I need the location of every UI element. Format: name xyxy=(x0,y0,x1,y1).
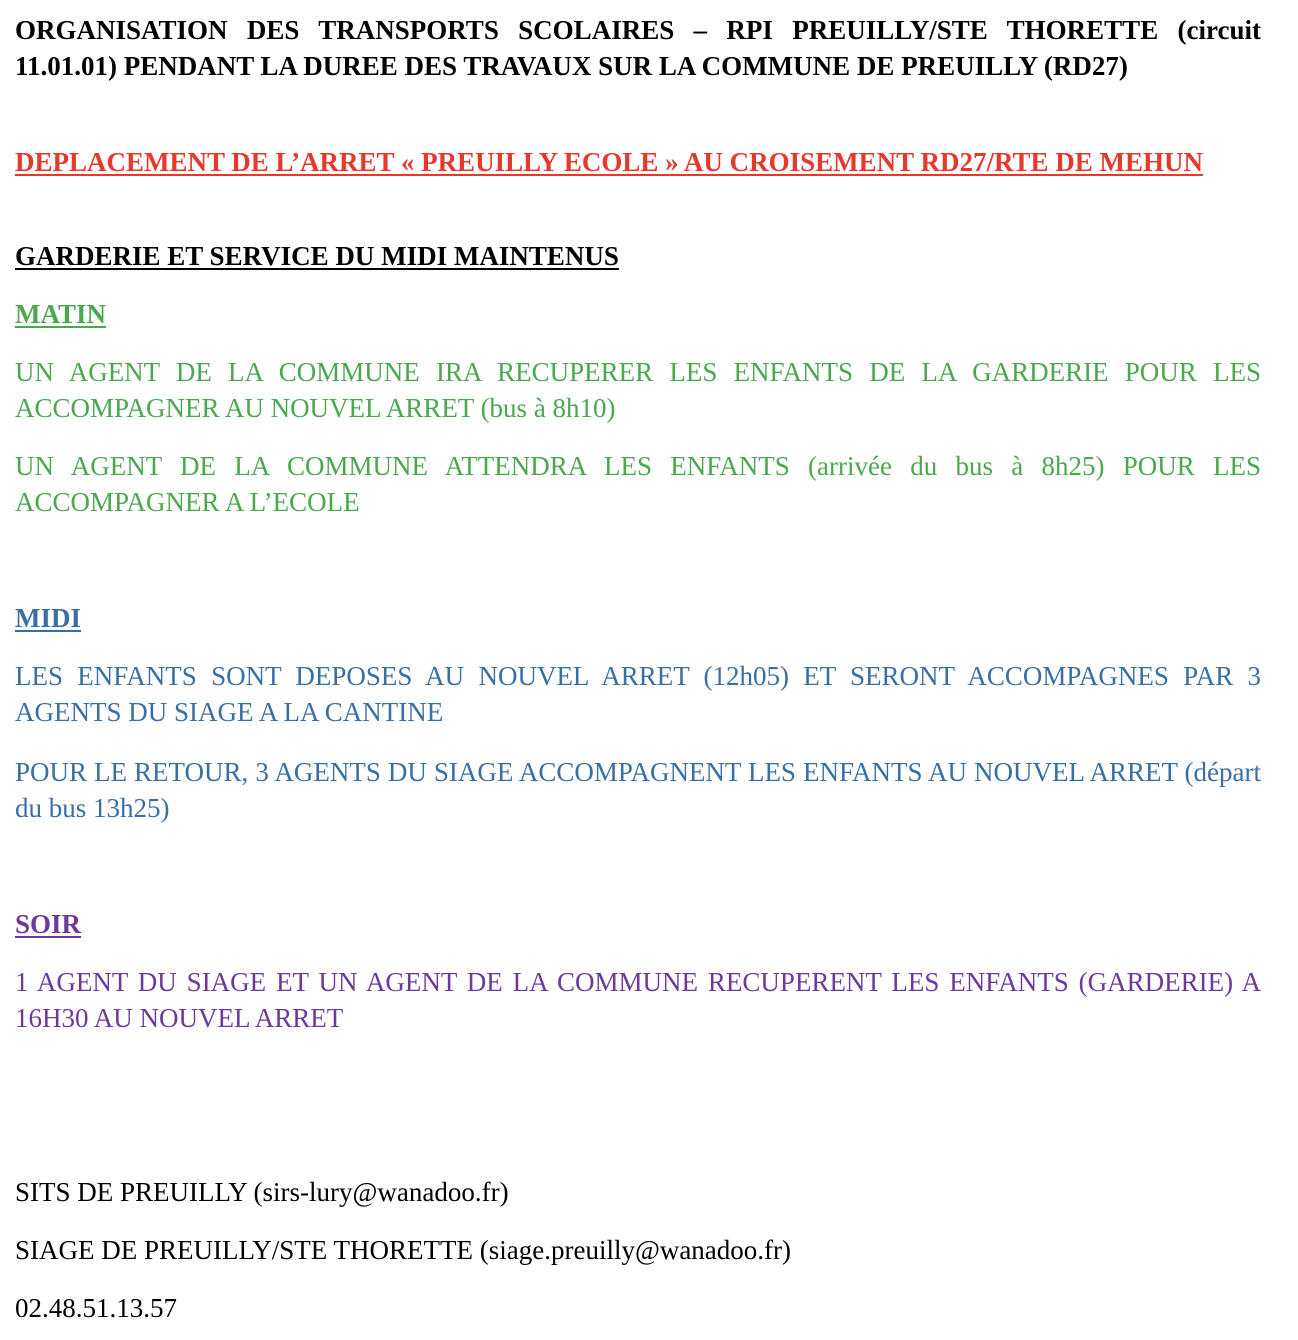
stop-relocation-text: DEPLACEMENT DE L’ARRET « PREUILLY ECOLE » AU CROISEMENT RD27/RTE DE MEHUN xyxy=(15,147,1204,177)
garderie-text: GARDERIE ET SERVICE DU MIDI MAINTENUS xyxy=(15,241,619,271)
midi-paragraph-1: LES ENFANTS SONT DEPOSES AU NOUVEL ARRET (12h05) ET SERONT ACCOMPAGNES PAR 3 AGENTS DU SIAGE A LA CANTINE xyxy=(15,661,1261,727)
contact-siage: SIAGE DE PREUILLY/STE THORETTE (siage.preuilly@wanadoo.fr) xyxy=(15,1235,792,1265)
soir-paragraph-1: 1 AGENT DU SIAGE ET UN AGENT DE LA COMMUNE RECUPERENT LES ENFANTS (GARDERIE) A 16H30 AU NOUVEL ARRET xyxy=(15,967,1261,1033)
soir-heading-text: SOIR xyxy=(15,909,82,939)
contact-phone: 02.48.51.13.57 xyxy=(15,1293,177,1323)
matin-heading xyxy=(15,296,106,332)
matin-paragraph-2: UN AGENT DE LA COMMUNE ATTENDRA LES ENFANTS (arrivée du bus à 8h25) POUR LES ACCOMPAGNER A L’ECOLE xyxy=(15,451,1261,517)
midi-heading xyxy=(15,600,81,636)
contact-sits: SITS DE PREUILLY (sirs-lury@wanadoo.fr) xyxy=(15,1177,509,1207)
midi-paragraph-2: POUR LE RETOUR, 3 AGENTS DU SIAGE ACCOMPAGNENT LES ENFANTS AU NOUVEL ARRET (départ du bus 13h25) xyxy=(15,757,1261,823)
stop-relocation-notice xyxy=(15,144,1261,180)
soir-heading xyxy=(15,906,81,942)
matin-paragraph-1: UN AGENT DE LA COMMUNE IRA RECUPERER LES ENFANTS DE LA GARDERIE POUR LES ACCOMPAGNER AU NOUVEL ARRET (bus à 8h10) xyxy=(15,357,1261,423)
garderie-notice xyxy=(15,238,619,274)
document-title: ORGANISATION DES TRANSPORTS SCOLAIRES – RPI PREUILLY/STE THORETTE (circuit 11.01.01) PENDANT LA DUREE DES TRAVAUX SUR LA COMMUNE DE PREUILLY (RD27) xyxy=(15,15,1261,81)
matin-heading-text: MATIN xyxy=(15,299,106,329)
midi-heading-text: MIDI xyxy=(15,603,81,633)
